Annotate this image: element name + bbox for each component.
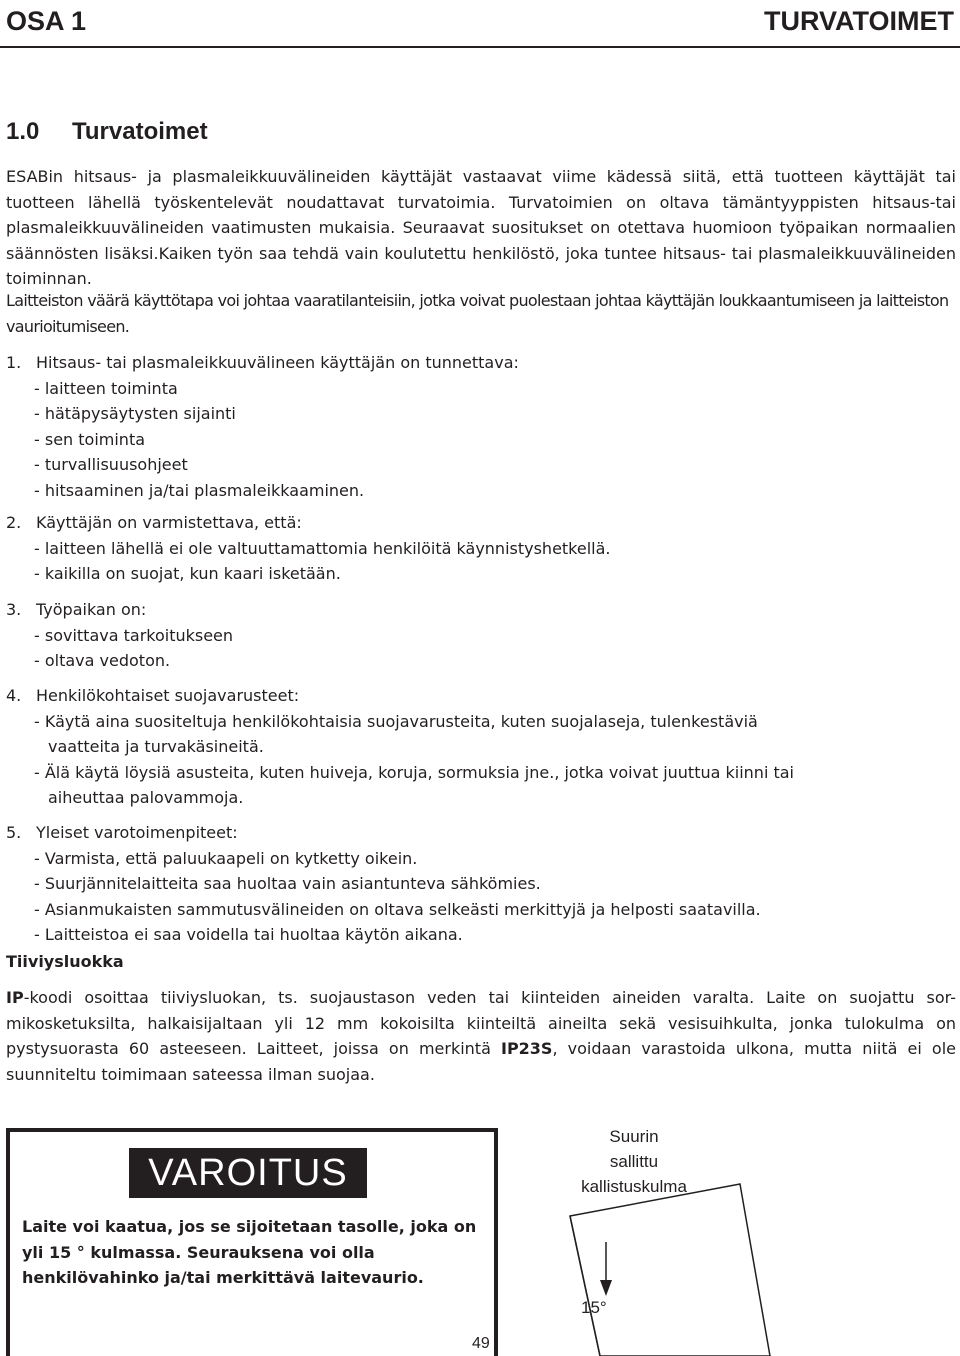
item-line: vaatteita ja turvakäsineitä. bbox=[48, 737, 264, 756]
warning-text: Laite voi kaatua, jos se sijoitetaan tasolle, joka on yli 15 ° kulmassa. Seurauksena voi olla henkilövahinko ja/tai merkittävä laitevaurio. bbox=[22, 1217, 477, 1287]
intro-warning bbox=[6, 288, 956, 339]
ip23s-code: IP23S bbox=[500, 1039, 553, 1058]
item-number: 3. bbox=[6, 600, 22, 619]
item-line: - Suurjännitelaitteita saa huoltaa vain asiantunteva sähkömies. bbox=[34, 874, 541, 893]
tilt-edge-line bbox=[570, 1216, 600, 1356]
angle-label: 15° bbox=[581, 1298, 607, 1317]
tilted-unit-outline bbox=[570, 1184, 770, 1356]
arrow-head-icon bbox=[600, 1280, 612, 1296]
ip-paragraph bbox=[6, 985, 956, 1087]
ip-code: IP bbox=[6, 988, 24, 1007]
item-line: - hitsaaminen ja/tai plasmaleikkaaminen. bbox=[34, 480, 365, 500]
figure-label-line: Suurin bbox=[609, 1127, 659, 1146]
chapter-label: OSA 1 bbox=[6, 6, 87, 36]
item-number: 5. bbox=[6, 823, 22, 842]
warning-badge: VAROITUS bbox=[129, 1148, 367, 1198]
item-line: - Älä käytä löysiä asusteita, kuten huiveja, koruja, sormuksia jne., jotka voivat juuttua kiinni tai bbox=[34, 762, 794, 782]
item-title: Hitsaus- tai plasmaleikkuuvälineen käyttäjän on tunnettava: bbox=[36, 353, 519, 372]
item-line: - turvallisuusohjeet bbox=[34, 455, 188, 474]
item-line: - Käytä aina suositeltuja henkilökohtaisia suojavarusteita, kuten suojalaseja, tulenkestäviä bbox=[34, 711, 758, 731]
intro-warning-text: Laitteiston väärä käyttötapa voi johtaa vaaratilanteisiin, jotka voivat puolestaan johtaa käyttäjän loukkaantumiseen ja laitteiston vaurioitumiseen. bbox=[6, 291, 949, 336]
figure-label-line: kallistuskulma bbox=[581, 1177, 687, 1196]
figure-label bbox=[560, 1124, 708, 1199]
item-line: - kaikilla on suojat, kun kaari isketään. bbox=[34, 564, 341, 583]
list-item bbox=[6, 510, 906, 587]
item-number: 1. bbox=[6, 353, 22, 372]
chapter-title: TURVATOIMET bbox=[763, 6, 954, 36]
item-title: Työpaikan on: bbox=[36, 600, 147, 619]
header-rule bbox=[0, 46, 960, 48]
list-item bbox=[6, 820, 906, 948]
item-number: 4. bbox=[6, 686, 22, 705]
item-line: - laitteen toiminta bbox=[34, 378, 178, 398]
item-line: aiheuttaa palovammoja. bbox=[48, 788, 244, 807]
item-title: Henkilökohtaiset suojavarusteet: bbox=[36, 686, 300, 705]
item-line: - oltava vedoton. bbox=[34, 651, 171, 670]
item-line: - hätäpysäytysten sijainti bbox=[34, 404, 236, 423]
intro-paragraph bbox=[6, 164, 956, 292]
item-line: - Varmista, että paluukaapeli on kytketty oikein. bbox=[34, 848, 418, 868]
item-line: - sovittava tarkoitukseen bbox=[34, 625, 234, 645]
intro-text: ESABin hitsaus- ja plasmaleikkuuvälineiden käyttäjät vastaavat viime kädessä siitä, että tuotteen käyttäjät tai tuotteen lähellä työskentelevät noudattavat turvatoimia. Turvatoimien on oltava tämäntyyppisten hitsaus-tai plasmaleikkuuvälineiden vaatimusten mukaisia. Seuraavat suositukset on otettava huomioon työpaikan normaalien säännösten lisäksi.Kaiken työn saa tehdä vain koulutettu henkilöstö, joka tuntee hitsaus- tai plasmaleikkuuvälineiden toiminnan. bbox=[6, 167, 956, 288]
section-number: 1.0 bbox=[6, 118, 40, 145]
list-item bbox=[6, 683, 906, 811]
item-number: 2. bbox=[6, 513, 22, 532]
list-item bbox=[6, 597, 906, 674]
section-title-text: Turvatoimet bbox=[72, 118, 208, 145]
figure-label-line: sallittu bbox=[609, 1152, 659, 1171]
item-title: Käyttäjän on varmistettava, että: bbox=[36, 513, 302, 532]
item-line: - Laitteistoa ei saa voidella tai huoltaa käytön aikana. bbox=[34, 925, 463, 944]
tiiviysluokka-heading: Tiiviysluokka bbox=[6, 952, 124, 971]
ip-text-1: -koodi osoittaa tiiviysluokan, ts. suojaustason veden tai kiinteiden aineiden varalta. Laite on suojattu sor-mikosketuksilta, halkaisijaltaan yli 12 mm kokoisilta kiinteiltä aineilta sekä vesisuihkulta, jonka tulokulma on pystysuorasta 60 asteeseen. Laitteet, joissa on merkintä bbox=[6, 988, 956, 1058]
list-item bbox=[6, 350, 906, 503]
page-number: 49 bbox=[472, 1335, 490, 1352]
section-title bbox=[6, 118, 208, 146]
ip-text-2: , voidaan varastoida ulkona, mutta niitä ei ole suunniteltu toimimaan sateessa ilman suojaa. bbox=[6, 1039, 956, 1084]
item-line: - laitteen lähellä ei ole valtuuttamattomia henkilöitä käynnistyshetkellä. bbox=[34, 538, 611, 558]
item-line: - Asianmukaisten sammutusvälineiden on oltava selkeästi merkittyjä ja helposti saatavilla. bbox=[34, 899, 761, 919]
item-title: Yleiset varotoimenpiteet: bbox=[36, 823, 238, 842]
item-line: - sen toiminta bbox=[34, 429, 146, 449]
